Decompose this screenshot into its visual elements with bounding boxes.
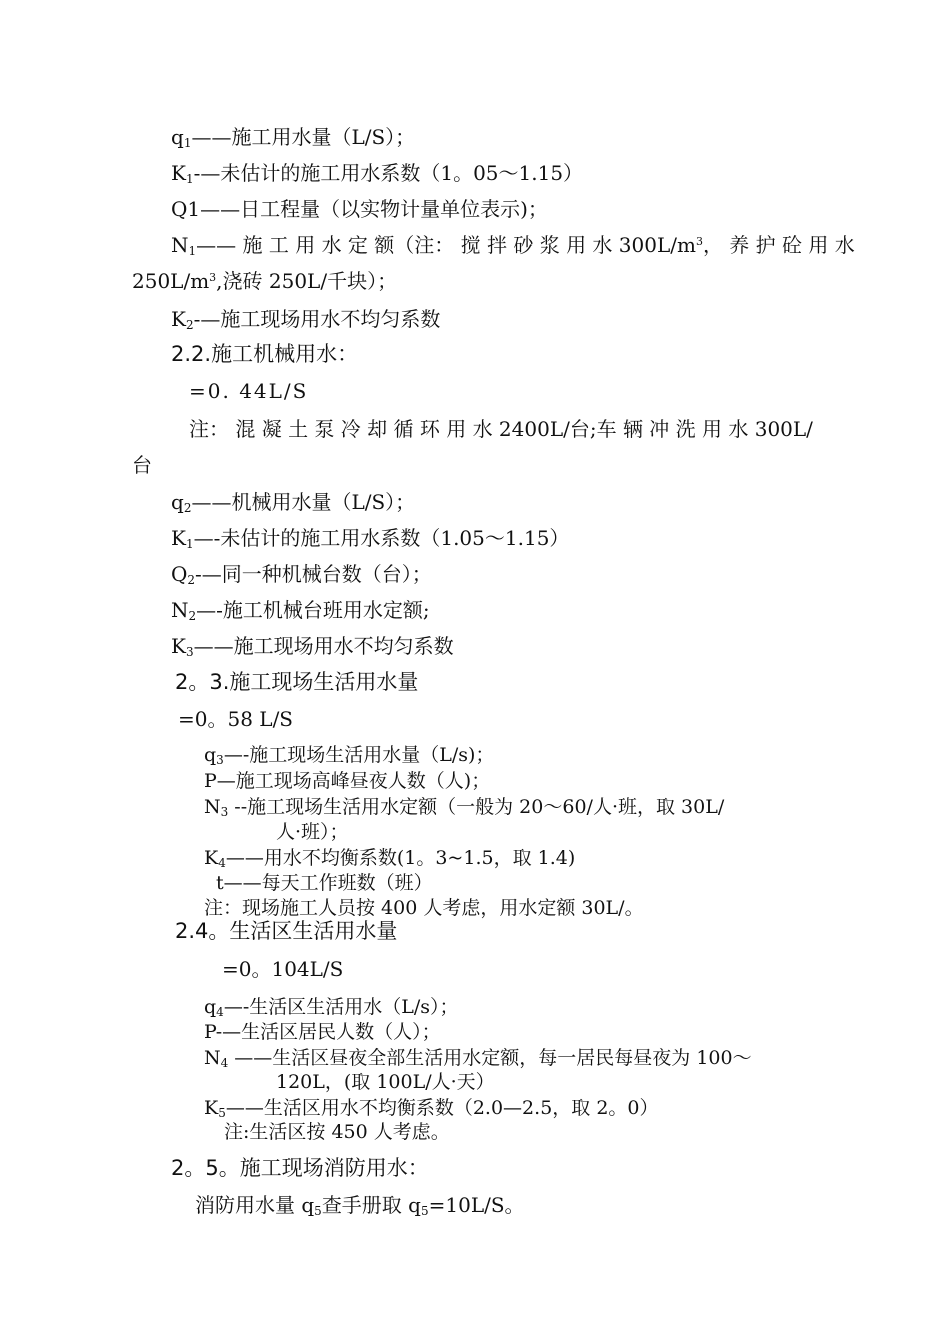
- legend-k4: $K_4——$用水不均衡系数(1。3~1.5，取 1.4): [204, 847, 576, 870]
- note-2-2-line1: 注： 混 凝 土 泵 冷 却 循 环 用 水 2400L/台;车 辆 冲 洗 用 水 300L/: [189, 417, 813, 441]
- legend-Q2: $Q_2-—$同一种机械台数（台）；: [171, 562, 432, 587]
- legend-t: t——每天工作班数（班）: [216, 872, 433, 894]
- legend-n4-line1: $N_4$ ——生活区昼夜全部生活用水定额，每一居民每昼夜为 100～: [204, 1047, 752, 1070]
- legend-k1-machine: $K_1—-$未估计的施工用水系数（1.05～1.15）: [171, 526, 570, 551]
- legend-k2: $K_2-—$施工现场用水不均匀系数: [171, 307, 441, 332]
- legend-k5: $K_5——$生活区用水不均衡系数（2.0—2.5，取 2。0）: [204, 1097, 659, 1120]
- heading-2-3: 2。3.施工现场生活用水量: [175, 670, 419, 694]
- fire-water-line: 消防用水量 $q_5$查手册取 $q_5=10L/S$。: [195, 1193, 525, 1218]
- heading-2-4: 2.4。生活区生活用水量: [175, 919, 398, 943]
- heading-2-2: 2.2.施工机械用水：: [171, 342, 359, 366]
- legend-n4-line2: 120L，(取 100L/人·天）: [276, 1071, 495, 1093]
- formula-2-4: =0。104L/S: [222, 957, 344, 981]
- legend-k3: $K_3——$施工现场用水不均匀系数: [171, 634, 454, 659]
- legend-n2: $N_2—-$施工机械台班用水定额;: [171, 598, 430, 623]
- note-2-3: 注：现场施工人员按 400 人考虑，用水定额 30L/。: [204, 897, 644, 919]
- legend-Q1: Q1——日工程量（以实物计量单位表示)；: [171, 197, 548, 221]
- legend-q3: $q_3—-$施工现场生活用水量（L/s)；: [204, 744, 495, 767]
- legend-n1-line1: $N_1——$ 施 工 用 水 定 额（注： 搅 拌 砂 浆 用 水 $300L/m^3$， 养 护 砼 用 水: [171, 233, 855, 258]
- note-2-2-line2: 台: [132, 453, 152, 477]
- formula-2-2: =0. 44L/S: [189, 379, 309, 403]
- legend-n3-line2: 人·班）；: [276, 821, 349, 843]
- legend-n1-line2: $250L/m^3$,浇砖 250L/千块）；: [132, 269, 398, 293]
- legend-k1: $K_1-—$未估计的施工用水系数（1。05～1.15）: [171, 161, 584, 186]
- legend-n3-line1: $N_3$ --施工现场生活用水定额（一般为 20～60/人·班，取 30L/: [204, 796, 725, 819]
- legend-q4: $q_4—-$生活区生活用水（L/s）；: [204, 996, 459, 1019]
- heading-2-5: 2。5。施工现场消防用水：: [171, 1156, 429, 1180]
- note-2-4: 注:生活区按 450 人考虑。: [224, 1121, 450, 1143]
- legend-q1: $q_1——$施工用水量（L/S）；: [171, 125, 416, 150]
- legend-P-site: P—施工现场高峰昼夜人数（人)；: [204, 770, 491, 792]
- formula-2-3: =0。58 L/S: [178, 707, 294, 731]
- legend-q2: $q_2——$机械用水量（L/S）；: [171, 490, 416, 515]
- legend-P-residents: P-—生活区居民人数（人）；: [204, 1021, 441, 1043]
